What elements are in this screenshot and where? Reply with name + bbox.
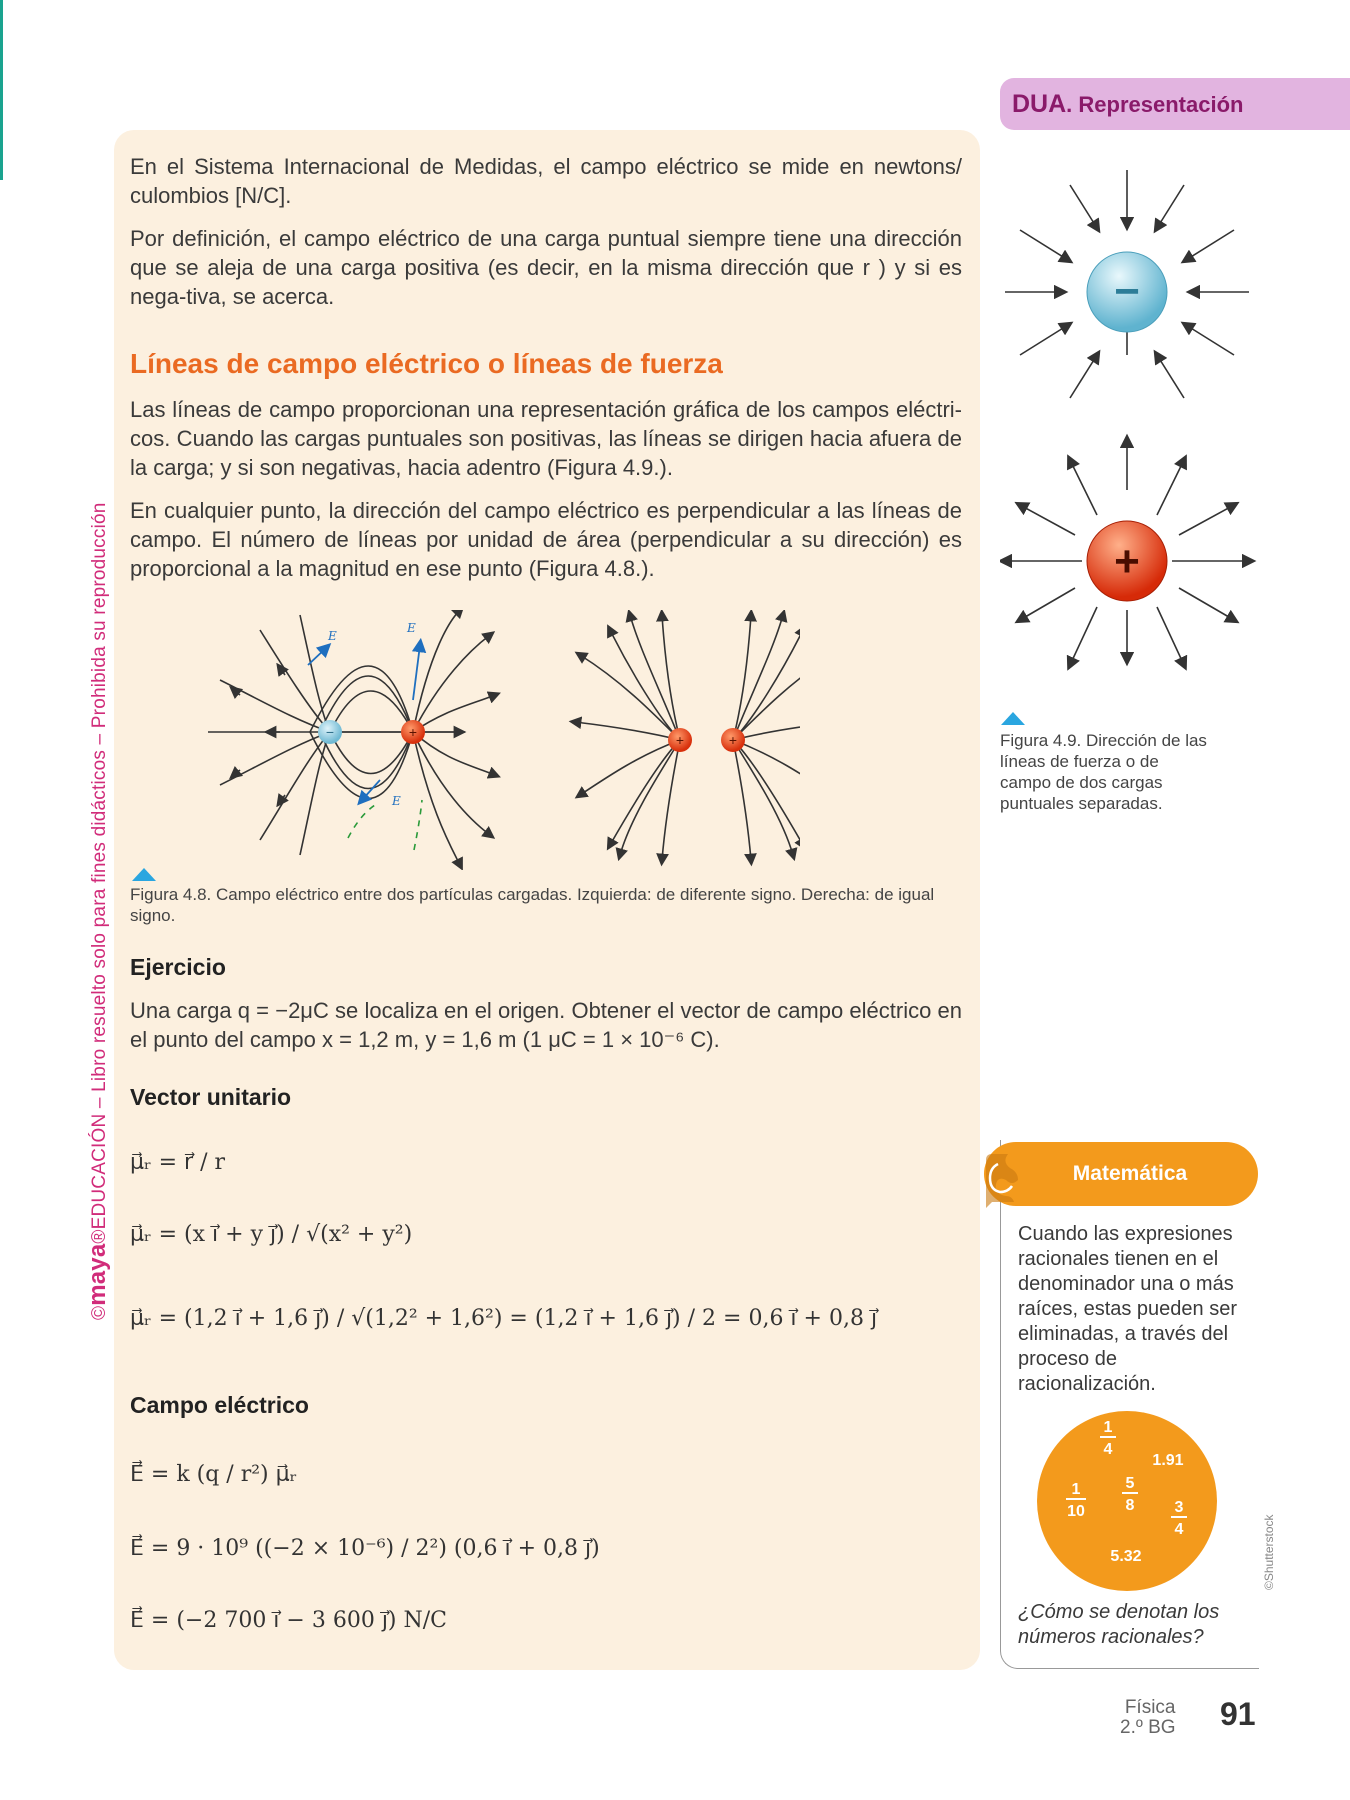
equation-field-1: E⃗ = k (q / r²) μ⃗ᵣ (130, 1462, 298, 1487)
fraction-1-denominator: 4 (1103, 1441, 1113, 1458)
page-number: 91 (1220, 1696, 1256, 1732)
electric-field-title: Campo eléctrico (130, 1392, 309, 1418)
math-box-text: Cuando las expresiones racionales tienen en el denominador una o más raíces, estas pueden ser eliminadas, a través del proceso de racionalización. (1018, 1223, 1238, 1395)
section-paragraph-1: Las líneas de campo proporcionan una representación gráfica de los campos eléctri-cos. Cuando las cargas puntuales son positivas, las líneas se dirigen hacia afuera de la carga; y si son negativas, hacia adentro (Figura 4.9.). (130, 397, 962, 480)
fraction-3-denominator: 8 (1125, 1497, 1135, 1514)
equation-field-3: E⃗ = (−2 700 i⃗ − 3 600 j⃗) N/C (130, 1608, 448, 1633)
decimal-1: 1.91 (1152, 1452, 1184, 1469)
footer-grade: 2.º BG (1120, 1717, 1176, 1738)
figure-4-9-caption: Figura 4.9. Dirección de las líneas de fuerza o de campo de dos cargas puntuales separadas. (1000, 731, 1207, 813)
positive-charge-sign: + (408, 724, 418, 740)
footer-subject-name: Física (1124, 1697, 1176, 1718)
section-paragraph-2: En cualquier punto, la dirección del campo eléctrico es perpendicular a las líneas de campo. El número de líneas por unidad de área (perpendicular a su dirección) es proporcional a la magnitud en ese punto (Figura 4.8.). (130, 498, 962, 581)
positive-charge-left-sign: + (675, 732, 685, 748)
caption-marker-icon (132, 868, 156, 881)
math-box-question: ¿Cómo se denotan los números racionales? (1018, 1601, 1220, 1648)
section-heading: Líneas de campo eléctrico o líneas de fuerza (130, 348, 723, 379)
intro-paragraph-1: En el Sistema Internacional de Medidas, el campo eléctrico se mide en newtons/ culombios [N/C]. (130, 154, 962, 208)
copyright-text: ®EDUCACIÓN – Libro resuelto solo para fines didácticos – Prohibida su reproducción (89, 502, 110, 1244)
dipole-arrows (234, 668, 285, 802)
negative-charge-large-sign: − (1114, 267, 1140, 316)
dua-title: DUA (1012, 90, 1067, 118)
vector-label-1: E (328, 629, 337, 643)
vector-label-3: E (392, 794, 401, 808)
fraction-4-numerator: 3 (1174, 1499, 1184, 1516)
fraction-3-numerator: 5 (1125, 1475, 1135, 1492)
rational-numbers-illustration (1036, 1410, 1218, 1592)
equation-unit-vector-3: μ⃗ᵣ = (1,2 i⃗ + 1,6 j⃗) / √(1,2² + 1,6²) = (1,2 i⃗ + 1,6 j⃗) / 2 = 0,6 i⃗ + 0,8 j⃗ (130, 1306, 878, 1331)
footer-subject (1120, 1698, 1176, 1738)
copyright-sidebar (84, 502, 112, 1320)
exercise-statement: Una carga q = −2μC se localiza en el origen. Obtener el vector de campo eléctrico en el punto del campo x = 1,2 m, y = 1,6 m (1 μC = 1 × 10⁻⁶ C). (130, 998, 962, 1052)
vector-label-2: E (407, 621, 416, 635)
fraction-2-numerator: 1 (1071, 1481, 1081, 1498)
figure-4-9-point-charges (1000, 160, 1260, 700)
dipole-field-lines (208, 610, 495, 865)
equation-unit-vector-2: μ⃗ᵣ = (x i⃗ + y j⃗) / √(x² + y²) (130, 1222, 413, 1247)
decimal-2: 5.32 (1110, 1548, 1142, 1565)
equipotential-lines (348, 800, 422, 850)
intro-paragraph-2: Por definición, el campo eléctrico de una carga puntual siempre tiene una dirección que se aleja de una carga positiva (es decir, en la misma dirección que r ) y si es nega-tiva, se acerca. (130, 226, 962, 309)
negative-charge-sign: − (325, 724, 335, 740)
figure-4-8-caption: Figura 4.8. Campo eléctrico entre dos partículas cargadas. Izquierda: de diferente signo. Derecha: de igual signo. (130, 885, 935, 925)
copyright-symbol: © (89, 1305, 110, 1320)
unit-vector-title: Vector unitario (130, 1084, 292, 1110)
page-edge-strip (0, 0, 3, 180)
fraction-2-denominator: 10 (1067, 1503, 1085, 1520)
dua-header (1012, 90, 1243, 119)
exercise-title: Ejercicio (130, 954, 226, 980)
math-box-title: Matemática (1072, 1162, 1188, 1185)
positive-charge-large-sign: + (1114, 537, 1140, 586)
equation-unit-vector-1: μ⃗ᵣ = r⃗ / r (130, 1150, 226, 1175)
equation-field-2: E⃗ = 9 · 10⁹ ((−2 × 10⁻⁶) / 2²) (0,6 i⃗ + 0,8 j⃗) (130, 1536, 600, 1561)
positive-charge-right-sign: + (728, 732, 738, 748)
figure-4-8-field-lines (200, 610, 800, 870)
brand-logo-text: maya (84, 1243, 111, 1306)
dua-subtitle: . Representación (1066, 92, 1244, 117)
fraction-1-numerator: 1 (1103, 1419, 1113, 1436)
puzzle-piece-icon (982, 1150, 1032, 1224)
image-credit: ©Shutterstock (1262, 1514, 1276, 1590)
fraction-4-denominator: 4 (1174, 1521, 1184, 1538)
caption-marker-icon-2 (1001, 712, 1025, 725)
